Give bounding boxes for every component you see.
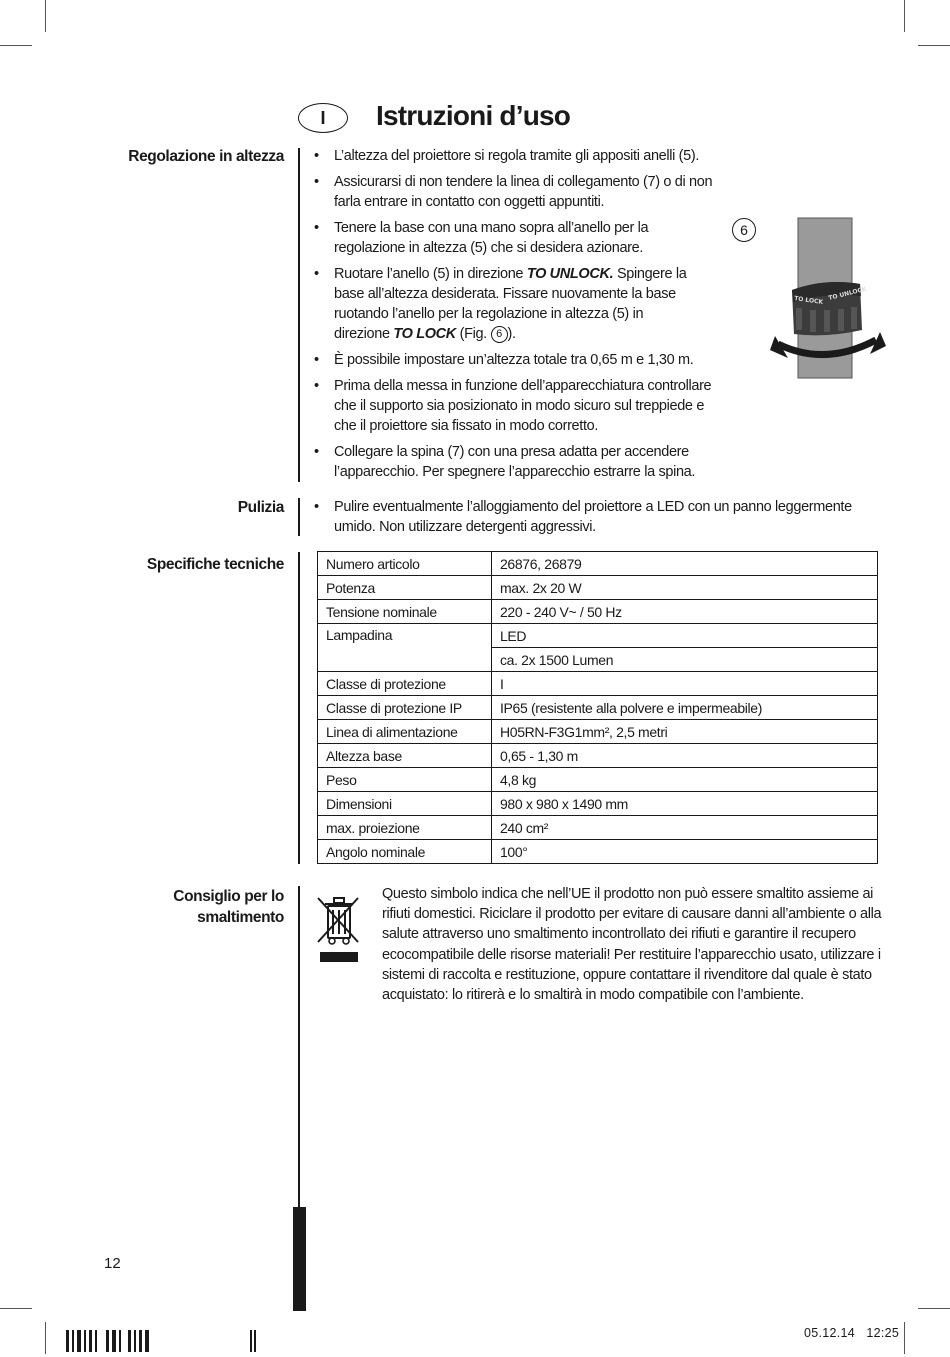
spec-value: 26876, 26879 [492, 552, 878, 576]
spec-table [317, 551, 878, 864]
spec-label: Tensione nominale [318, 600, 492, 624]
table-row [318, 696, 878, 720]
spec-label: Altezza base [318, 744, 492, 768]
list-item: • Assicurarsi di non tendere la linea di collegamento (7) o di non farla entrare in contatto con oggetti appuntiti. [314, 172, 714, 212]
table-row [318, 624, 878, 648]
spec-value: max. 2x 20 W [492, 576, 878, 600]
weee-crossed-bin-icon [314, 894, 362, 966]
table-row [318, 768, 878, 792]
page-title: Istruzioni d’uso [376, 100, 571, 131]
section-heading-cleaning: Pulizia [237, 499, 284, 516]
crop-mark [918, 45, 950, 46]
spec-value: LED [492, 624, 878, 648]
list-item [314, 264, 694, 344]
list-item: • L’altezza del proiettore si regola tramite gli appositi anelli (5). [314, 146, 714, 166]
spec-value: 100° [492, 840, 878, 864]
crop-mark [0, 45, 32, 46]
figure-number: 6 [732, 218, 756, 242]
table-row [318, 744, 878, 768]
cleaning-instructions [314, 497, 874, 543]
list-item: • Collegare la spina (7) con una presa adatta per accendere l’apparecchio. Per spegnere l’apparecchio estrarre la spina. [314, 442, 744, 482]
spec-value: H05RN-F3G1mm², 2,5 metri [492, 720, 878, 744]
spec-label: Angolo nominale [318, 840, 492, 864]
table-row [318, 600, 878, 624]
spec-value: I [492, 672, 878, 696]
crop-mark [904, 0, 905, 32]
print-barcode [66, 1330, 256, 1352]
table-row [318, 720, 878, 744]
spec-label: Potenza [318, 576, 492, 600]
page-tab-marker [293, 1207, 306, 1311]
spec-label: Lampadina [318, 624, 492, 672]
spec-label: Classe di protezione IP [318, 696, 492, 720]
list-item: • Tenere la base con una mano sopra all’anello per la regolazione in altezza (5) che si desidera azionare. [314, 218, 694, 258]
spec-value: 220 - 240 V~ / 50 Hz [492, 600, 878, 624]
disposal-text: Questo simbolo indica che nell’UE il prodotto non può essere smaltito assieme ai rifiuti domestici. Riciclare il prodotto per evitare di causare danni all’ambiente o alla salute attraverso uno smaltimento incontrollato dei rifiuti e garantire il recupero ecocompatibile delle risorse materiali! Per restituire l’apparecchio usato, utilizzare i sistemi di raccolta e restituzione, oppure contattare il rivenditore dal quale è stato acquistato: lo ritirerà e lo smaltirà in modo compatibile con l’ambiente. [382, 886, 882, 1004]
table-row [318, 576, 878, 600]
text: (Fig. [455, 326, 491, 342]
spec-value: IP65 (resistente alla polvere e impermeabile) [492, 696, 878, 720]
section-heading-height: Regolazione in altezza [128, 148, 284, 165]
spec-value: 980 x 980 x 1490 mm [492, 792, 878, 816]
text: ). [507, 326, 516, 342]
table-row [318, 840, 878, 864]
ring-label-lock: TO LOCK [793, 295, 824, 307]
section-rule [298, 498, 300, 536]
spec-label: Linea di alimentazione [318, 720, 492, 744]
figure-6 [730, 212, 890, 382]
height-ring-illustration [730, 212, 890, 382]
list-item: • Pulire eventualmente l’alloggiamento del proiettore a LED con un panno leggermente umido. Non utilizzare detergenti aggressivi. [314, 497, 874, 537]
list-item: • Prima della messa in funzione dell’apparecchiatura controllare che il supporto sia posizionato in modo sicuro sul treppiede e che il proiettore sia fissato in modo corretto. [314, 376, 714, 436]
crop-mark [45, 0, 46, 32]
ring-label-unlock: TO UNLOCK [827, 285, 868, 302]
print-timestamp: 05.12.14 12:25 [804, 1326, 900, 1340]
figure-reference: 6 [491, 326, 508, 343]
heading-line: smaltimento [197, 909, 284, 926]
emphasis-unlock: TO UNLOCK. [526, 266, 614, 282]
section-heading-disposal [173, 886, 284, 928]
section-rule [298, 148, 300, 482]
table-row [318, 672, 878, 696]
spec-label: Peso [318, 768, 492, 792]
section-rule [298, 886, 300, 1216]
crop-mark [45, 1322, 46, 1354]
heading-line: Consiglio per lo [173, 888, 284, 905]
crop-mark [918, 1308, 950, 1309]
section-heading-specs: Specifiche tecniche [146, 556, 284, 573]
spec-value: 4,8 kg [492, 768, 878, 792]
table-row [318, 792, 878, 816]
spec-value: 240 cm² [492, 816, 878, 840]
spec-label: Classe di protezione [318, 672, 492, 696]
table-row [318, 816, 878, 840]
height-instructions [314, 146, 714, 488]
section-rule [298, 552, 300, 864]
crop-mark [0, 1308, 32, 1309]
emphasis-lock: TO LOCK [393, 326, 456, 342]
page-number: 12 [104, 1255, 121, 1272]
crop-mark [904, 1322, 905, 1354]
text: Spingere la base all’altezza desiderata. Fissare nuovamente la base ruotando l’anello per la regolazione in altezza (5) in direzione [334, 266, 687, 342]
spec-label: max. proiezione [318, 816, 492, 840]
spec-value: ca. 2x 1500 Lumen [492, 648, 878, 672]
text: Ruotare l’anello (5) in direzione [334, 266, 527, 282]
spec-value: 0,65 - 1,30 m [492, 744, 878, 768]
list-item: • È possibile impostare un’altezza totale tra 0,65 m e 1,30 m. [314, 350, 714, 370]
spec-label: Numero articolo [318, 552, 492, 576]
spec-label: Dimensioni [318, 792, 492, 816]
table-row [318, 552, 878, 576]
language-badge: I [298, 103, 348, 133]
